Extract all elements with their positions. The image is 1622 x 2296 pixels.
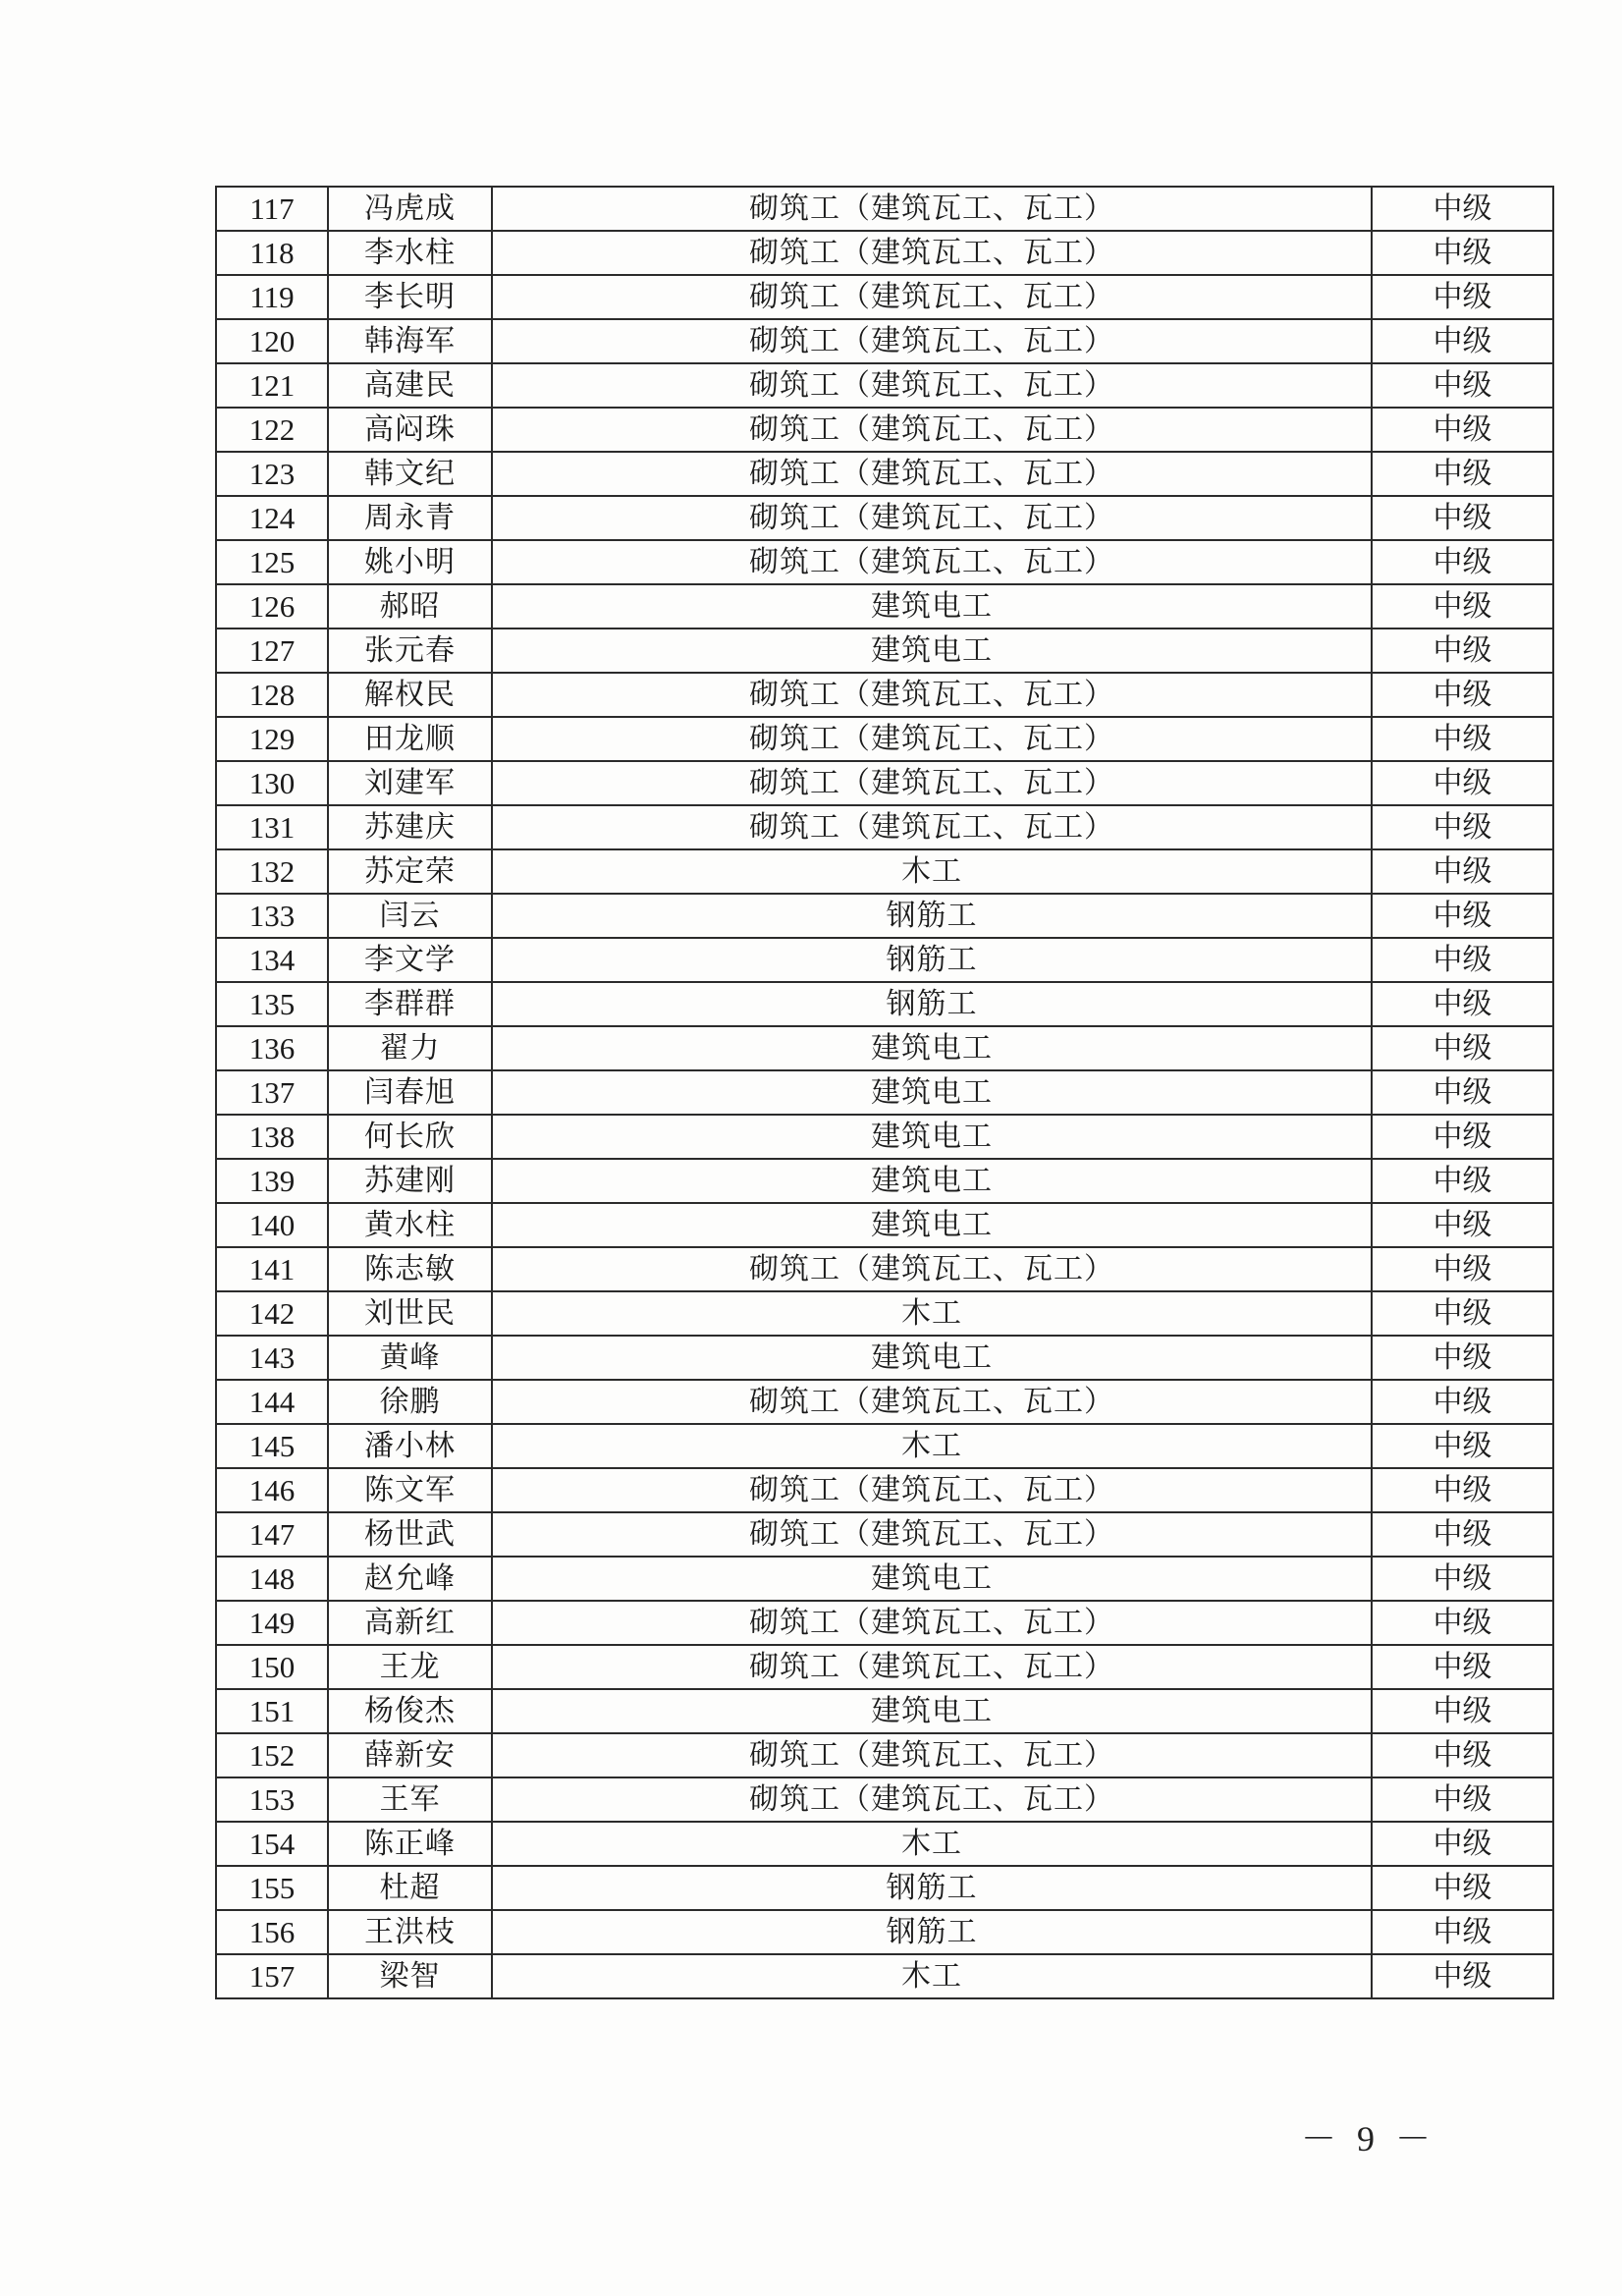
table-row <box>216 1954 1553 1998</box>
serial-number-cell: 131 <box>216 805 328 849</box>
serial-number-cell: 122 <box>216 408 328 452</box>
job-type-cell: 砌筑工（建筑瓦工、瓦工） <box>492 1733 1372 1777</box>
serial-number-cell: 155 <box>216 1866 328 1910</box>
job-type-cell: 砌筑工（建筑瓦工、瓦工） <box>492 805 1372 849</box>
name-cell: 陈正峰 <box>328 1822 492 1866</box>
table-row <box>216 496 1553 540</box>
serial-number-cell: 136 <box>216 1026 328 1070</box>
name-cell: 何长欣 <box>328 1115 492 1159</box>
table-row <box>216 1866 1553 1910</box>
serial-number-cell: 129 <box>216 717 328 761</box>
job-type-cell: 木工 <box>492 849 1372 894</box>
skill-level-cell: 中级 <box>1372 363 1553 408</box>
skill-level-cell: 中级 <box>1372 1159 1553 1203</box>
job-type-cell: 砌筑工（建筑瓦工、瓦工） <box>492 496 1372 540</box>
skill-level-cell: 中级 <box>1372 1291 1553 1336</box>
table-row <box>216 673 1553 717</box>
name-cell: 徐鹏 <box>328 1380 492 1424</box>
name-cell: 杨俊杰 <box>328 1689 492 1733</box>
job-type-cell: 砌筑工（建筑瓦工、瓦工） <box>492 1468 1372 1512</box>
serial-number-cell: 132 <box>216 849 328 894</box>
skill-level-cell: 中级 <box>1372 1512 1553 1557</box>
job-type-cell: 建筑电工 <box>492 584 1372 629</box>
job-type-cell: 砌筑工（建筑瓦工、瓦工） <box>492 408 1372 452</box>
name-cell: 张元春 <box>328 629 492 673</box>
table-row <box>216 231 1553 275</box>
skill-level-cell: 中级 <box>1372 540 1553 584</box>
serial-number-cell: 134 <box>216 938 328 982</box>
serial-number-cell: 144 <box>216 1380 328 1424</box>
serial-number-cell: 135 <box>216 982 328 1026</box>
skill-level-cell: 中级 <box>1372 1468 1553 1512</box>
name-cell: 高建民 <box>328 363 492 408</box>
table-row <box>216 1822 1553 1866</box>
skill-level-cell: 中级 <box>1372 496 1553 540</box>
name-cell: 王军 <box>328 1777 492 1822</box>
serial-number-cell: 153 <box>216 1777 328 1822</box>
table-row <box>216 584 1553 629</box>
table-row <box>216 1601 1553 1645</box>
job-type-cell: 建筑电工 <box>492 1336 1372 1380</box>
table-row <box>216 982 1553 1026</box>
page-number: － 9 － <box>1301 2119 1437 2159</box>
table-row <box>216 540 1553 584</box>
job-type-cell: 砌筑工（建筑瓦工、瓦工） <box>492 363 1372 408</box>
serial-number-cell: 126 <box>216 584 328 629</box>
table-row <box>216 408 1553 452</box>
serial-number-cell: 139 <box>216 1159 328 1203</box>
table-row <box>216 1468 1553 1512</box>
table-row <box>216 1557 1553 1601</box>
job-type-cell: 建筑电工 <box>492 1557 1372 1601</box>
table-row <box>216 1070 1553 1115</box>
skill-level-cell: 中级 <box>1372 452 1553 496</box>
job-type-cell: 砌筑工（建筑瓦工、瓦工） <box>492 1777 1372 1822</box>
name-cell: 苏建刚 <box>328 1159 492 1203</box>
table-row <box>216 1689 1553 1733</box>
job-type-cell: 建筑电工 <box>492 1159 1372 1203</box>
job-type-cell: 钢筋工 <box>492 1866 1372 1910</box>
skill-level-cell: 中级 <box>1372 1645 1553 1689</box>
table-row <box>216 1380 1553 1424</box>
skill-level-cell: 中级 <box>1372 1910 1553 1954</box>
job-type-cell: 砌筑工（建筑瓦工、瓦工） <box>492 452 1372 496</box>
job-type-cell: 砌筑工（建筑瓦工、瓦工） <box>492 275 1372 319</box>
job-type-cell: 砌筑工（建筑瓦工、瓦工） <box>492 1601 1372 1645</box>
skill-level-cell: 中级 <box>1372 1380 1553 1424</box>
name-cell: 苏建庆 <box>328 805 492 849</box>
roster-table-body <box>216 187 1553 1998</box>
name-cell: 李长明 <box>328 275 492 319</box>
name-cell: 刘建军 <box>328 761 492 805</box>
job-type-cell: 木工 <box>492 1822 1372 1866</box>
table-row <box>216 894 1553 938</box>
name-cell: 高闷珠 <box>328 408 492 452</box>
serial-number-cell: 157 <box>216 1954 328 1998</box>
table-row <box>216 319 1553 363</box>
serial-number-cell: 148 <box>216 1557 328 1601</box>
serial-number-cell: 125 <box>216 540 328 584</box>
name-cell: 苏定荣 <box>328 849 492 894</box>
job-type-cell: 木工 <box>492 1291 1372 1336</box>
name-cell: 闫春旭 <box>328 1070 492 1115</box>
name-cell: 解权民 <box>328 673 492 717</box>
table-row <box>216 1424 1553 1468</box>
serial-number-cell: 119 <box>216 275 328 319</box>
job-type-cell: 砌筑工（建筑瓦工、瓦工） <box>492 231 1372 275</box>
job-type-cell: 砌筑工（建筑瓦工、瓦工） <box>492 1247 1372 1291</box>
skill-level-cell: 中级 <box>1372 938 1553 982</box>
skill-level-cell: 中级 <box>1372 584 1553 629</box>
name-cell: 闫云 <box>328 894 492 938</box>
skill-level-cell: 中级 <box>1372 1424 1553 1468</box>
job-type-cell: 砌筑工（建筑瓦工、瓦工） <box>492 319 1372 363</box>
skill-level-cell: 中级 <box>1372 1557 1553 1601</box>
table-row <box>216 938 1553 982</box>
skill-level-cell: 中级 <box>1372 1866 1553 1910</box>
job-type-cell: 砌筑工（建筑瓦工、瓦工） <box>492 761 1372 805</box>
job-type-cell: 砌筑工（建筑瓦工、瓦工） <box>492 1512 1372 1557</box>
name-cell: 潘小林 <box>328 1424 492 1468</box>
serial-number-cell: 128 <box>216 673 328 717</box>
name-cell: 杨世武 <box>328 1512 492 1557</box>
table-row <box>216 629 1553 673</box>
table-row <box>216 1336 1553 1380</box>
table-row <box>216 1645 1553 1689</box>
table-row <box>216 452 1553 496</box>
serial-number-cell: 121 <box>216 363 328 408</box>
skill-level-cell: 中级 <box>1372 231 1553 275</box>
job-type-cell: 砌筑工（建筑瓦工、瓦工） <box>492 187 1372 231</box>
job-type-cell: 钢筋工 <box>492 894 1372 938</box>
serial-number-cell: 117 <box>216 187 328 231</box>
job-type-cell: 建筑电工 <box>492 1689 1372 1733</box>
skill-level-cell: 中级 <box>1372 319 1553 363</box>
skill-level-cell: 中级 <box>1372 1601 1553 1645</box>
skill-level-cell: 中级 <box>1372 1822 1553 1866</box>
serial-number-cell: 154 <box>216 1822 328 1866</box>
serial-number-cell: 147 <box>216 1512 328 1557</box>
roster-table-container <box>215 186 1552 1999</box>
name-cell: 王龙 <box>328 1645 492 1689</box>
skill-level-cell: 中级 <box>1372 408 1553 452</box>
roster-table <box>215 186 1554 1999</box>
skill-level-cell: 中级 <box>1372 1115 1553 1159</box>
name-cell: 郝昭 <box>328 584 492 629</box>
table-row <box>216 363 1553 408</box>
job-type-cell: 木工 <box>492 1954 1372 1998</box>
table-row <box>216 1115 1553 1159</box>
job-type-cell: 砌筑工（建筑瓦工、瓦工） <box>492 1380 1372 1424</box>
name-cell: 陈志敏 <box>328 1247 492 1291</box>
serial-number-cell: 120 <box>216 319 328 363</box>
job-type-cell: 砌筑工（建筑瓦工、瓦工） <box>492 717 1372 761</box>
table-row <box>216 805 1553 849</box>
name-cell: 刘世民 <box>328 1291 492 1336</box>
table-row <box>216 1733 1553 1777</box>
name-cell: 田龙顺 <box>328 717 492 761</box>
name-cell: 赵允峰 <box>328 1557 492 1601</box>
serial-number-cell: 152 <box>216 1733 328 1777</box>
serial-number-cell: 138 <box>216 1115 328 1159</box>
table-row <box>216 187 1553 231</box>
table-row <box>216 1247 1553 1291</box>
serial-number-cell: 137 <box>216 1070 328 1115</box>
skill-level-cell: 中级 <box>1372 673 1553 717</box>
name-cell: 黄水柱 <box>328 1203 492 1247</box>
table-row <box>216 849 1553 894</box>
skill-level-cell: 中级 <box>1372 1247 1553 1291</box>
name-cell: 周永青 <box>328 496 492 540</box>
serial-number-cell: 123 <box>216 452 328 496</box>
serial-number-cell: 133 <box>216 894 328 938</box>
name-cell: 梁智 <box>328 1954 492 1998</box>
name-cell: 韩海军 <box>328 319 492 363</box>
skill-level-cell: 中级 <box>1372 275 1553 319</box>
table-row <box>216 1203 1553 1247</box>
skill-level-cell: 中级 <box>1372 894 1553 938</box>
job-type-cell: 砌筑工（建筑瓦工、瓦工） <box>492 1645 1372 1689</box>
serial-number-cell: 150 <box>216 1645 328 1689</box>
name-cell: 薛新安 <box>328 1733 492 1777</box>
skill-level-cell: 中级 <box>1372 849 1553 894</box>
name-cell: 李水柱 <box>328 231 492 275</box>
serial-number-cell: 118 <box>216 231 328 275</box>
name-cell: 王洪枝 <box>328 1910 492 1954</box>
name-cell: 姚小明 <box>328 540 492 584</box>
serial-number-cell: 156 <box>216 1910 328 1954</box>
skill-level-cell: 中级 <box>1372 1336 1553 1380</box>
serial-number-cell: 141 <box>216 1247 328 1291</box>
table-row <box>216 1159 1553 1203</box>
skill-level-cell: 中级 <box>1372 982 1553 1026</box>
table-row <box>216 717 1553 761</box>
name-cell: 韩文纪 <box>328 452 492 496</box>
name-cell: 李群群 <box>328 982 492 1026</box>
serial-number-cell: 127 <box>216 629 328 673</box>
table-row <box>216 761 1553 805</box>
name-cell: 冯虎成 <box>328 187 492 231</box>
job-type-cell: 砌筑工（建筑瓦工、瓦工） <box>492 540 1372 584</box>
skill-level-cell: 中级 <box>1372 1689 1553 1733</box>
job-type-cell: 钢筋工 <box>492 938 1372 982</box>
table-row <box>216 1026 1553 1070</box>
job-type-cell: 木工 <box>492 1424 1372 1468</box>
skill-level-cell: 中级 <box>1372 805 1553 849</box>
table-row <box>216 1910 1553 1954</box>
name-cell: 高新红 <box>328 1601 492 1645</box>
serial-number-cell: 124 <box>216 496 328 540</box>
name-cell: 陈文军 <box>328 1468 492 1512</box>
job-type-cell: 建筑电工 <box>492 1070 1372 1115</box>
name-cell: 杜超 <box>328 1866 492 1910</box>
name-cell: 翟力 <box>328 1026 492 1070</box>
skill-level-cell: 中级 <box>1372 187 1553 231</box>
serial-number-cell: 146 <box>216 1468 328 1512</box>
skill-level-cell: 中级 <box>1372 1777 1553 1822</box>
job-type-cell: 钢筋工 <box>492 982 1372 1026</box>
skill-level-cell: 中级 <box>1372 1203 1553 1247</box>
job-type-cell: 建筑电工 <box>492 1115 1372 1159</box>
name-cell: 黄峰 <box>328 1336 492 1380</box>
serial-number-cell: 151 <box>216 1689 328 1733</box>
serial-number-cell: 140 <box>216 1203 328 1247</box>
job-type-cell: 建筑电工 <box>492 629 1372 673</box>
table-row <box>216 1291 1553 1336</box>
skill-level-cell: 中级 <box>1372 629 1553 673</box>
skill-level-cell: 中级 <box>1372 1954 1553 1998</box>
name-cell: 李文学 <box>328 938 492 982</box>
table-row <box>216 275 1553 319</box>
serial-number-cell: 142 <box>216 1291 328 1336</box>
table-row <box>216 1777 1553 1822</box>
job-type-cell: 砌筑工（建筑瓦工、瓦工） <box>492 673 1372 717</box>
skill-level-cell: 中级 <box>1372 761 1553 805</box>
job-type-cell: 建筑电工 <box>492 1203 1372 1247</box>
skill-level-cell: 中级 <box>1372 1070 1553 1115</box>
skill-level-cell: 中级 <box>1372 1026 1553 1070</box>
serial-number-cell: 143 <box>216 1336 328 1380</box>
skill-level-cell: 中级 <box>1372 1733 1553 1777</box>
serial-number-cell: 145 <box>216 1424 328 1468</box>
table-row <box>216 1512 1553 1557</box>
serial-number-cell: 149 <box>216 1601 328 1645</box>
job-type-cell: 钢筋工 <box>492 1910 1372 1954</box>
serial-number-cell: 130 <box>216 761 328 805</box>
job-type-cell: 建筑电工 <box>492 1026 1372 1070</box>
skill-level-cell: 中级 <box>1372 717 1553 761</box>
